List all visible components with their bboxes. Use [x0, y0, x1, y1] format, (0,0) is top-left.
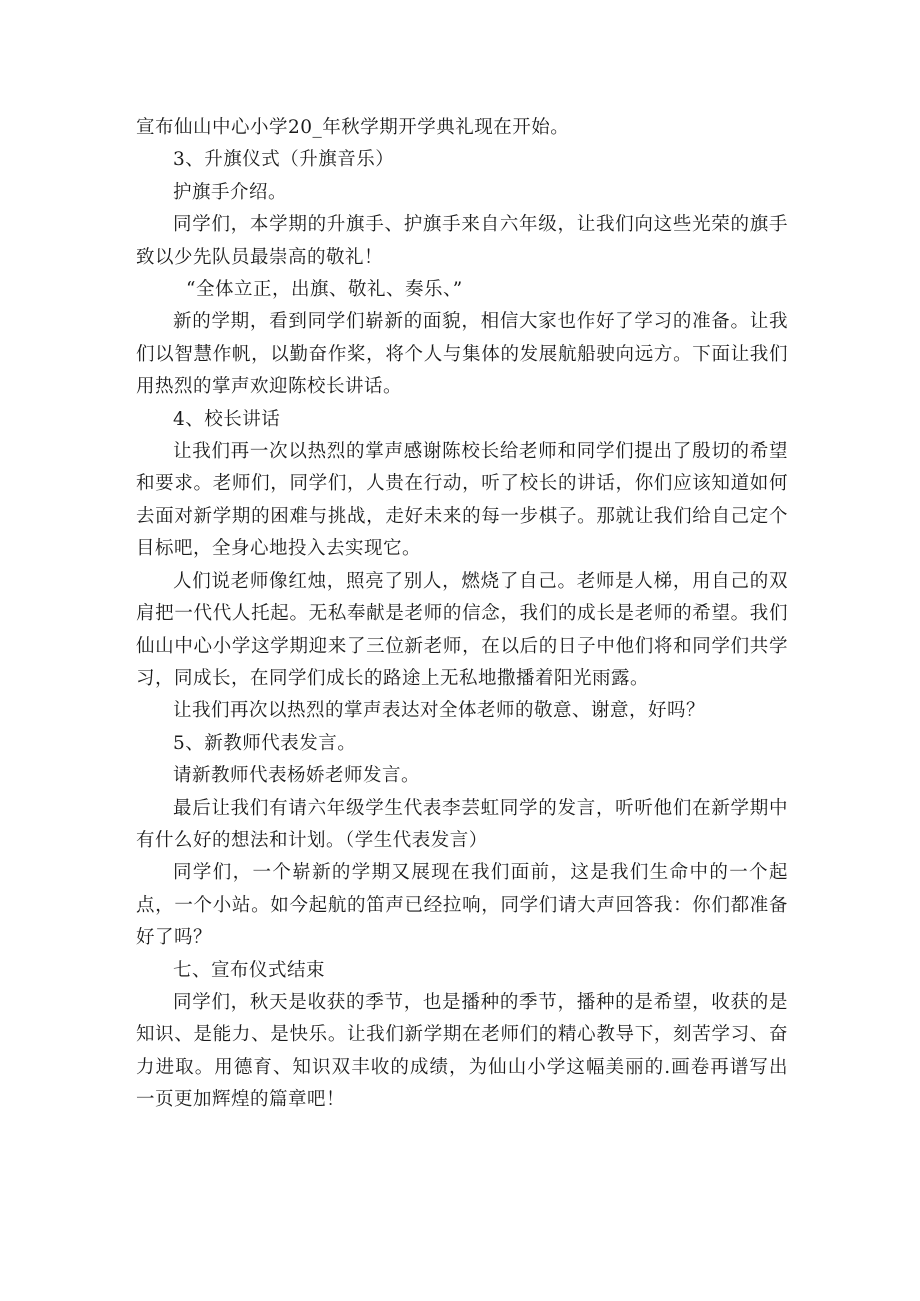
paragraph-thanks-principal: 让我们再一次以热烈的掌声感谢陈校长给老师和同学们提出了殷切的希望和要求。老师们，同学们，人贵在行动，听了校长的讲话，你们应该知道如何去面对新学期的困难与挑战，走好未来的每一步棋子。那就让我们给自己定个目标吧，全身心地投入去实现它。: [136, 441, 788, 560]
document-body: [136, 112, 788, 1117]
paragraph-opening-announcement: 宣布仙山中心小学20_年秋学期开学典礼现在开始。: [136, 117, 570, 138]
paragraph-new-semester: 新的学期，看到同学们崭新的面貌，相信大家也作好了学习的准备。让我们以智慧作帆，以勤奋作桨，将个人与集体的发展航船驶向远方。下面让我们用热烈的掌声欢迎陈校长讲话。: [136, 311, 788, 398]
paragraph-closing: 同学们，秋天是收获的季节，也是播种的季节，播种的是希望，收获的是知识、是能力、是快乐。让我们新学期在老师们的精心教导下，刻苦学习、奋力进取。用德育、知识双丰收的成绩，为仙山小学这幅美丽的.画卷再谱写出一页更加辉煌的篇章吧！: [136, 991, 788, 1111]
paragraph-flag-guard-intro: 护旗手介绍。: [173, 181, 288, 203]
paragraph-salute-command: “全体立正，出旗、敬礼、奏乐、”: [186, 279, 463, 301]
paragraph-applause-teachers: 让我们再次以热烈的掌声表达对全体老师的敬意、谢意，好吗？: [173, 700, 706, 722]
paragraph-teacher-representative: 请新教师代表杨娇老师发言。: [173, 765, 421, 787]
paragraph-teachers-tribute: 人们说老师像红烛，照亮了别人，燃烧了自己。老师是人梯，用自己的双肩把一代代人托起。无私奉献是老师的信念，我们的成长是老师的希望。我们仙山中心小学这学期迎来了三位新老师，在以后的日子中他们将和同学们共学习，同成长，在同学们成长的路途上无私地撒播着阳光雨露。: [136, 570, 788, 689]
heading-flag-ceremony: 3、升旗仪式（升旗音乐）: [173, 149, 395, 171]
paragraph-ready-question: 同学们，一个崭新的学期又展现在我们面前，这是我们生命中的一个起点，一个小站。如今起航的笛声已经拉响，同学们请大声回答我：你们都准备好了吗？: [136, 862, 788, 949]
paragraph-flag-bearers: 同学们，本学期的升旗手、护旗手来自六年级，让我们向这些光荣的旗手致以少先队员最崇高的敬礼！: [136, 214, 788, 268]
heading-principal-speech: 4、校长讲话: [173, 408, 281, 430]
heading-ceremony-end: 七、宣布仪式结束: [173, 959, 326, 981]
paragraph-student-representative: 最后让我们有请六年级学生代表李芸虹同学的发言，听听他们在新学期中有什么好的想法和计划。（学生代表发言）: [136, 797, 788, 851]
heading-new-teacher-speech: 5、新教师代表发言。: [173, 732, 357, 754]
